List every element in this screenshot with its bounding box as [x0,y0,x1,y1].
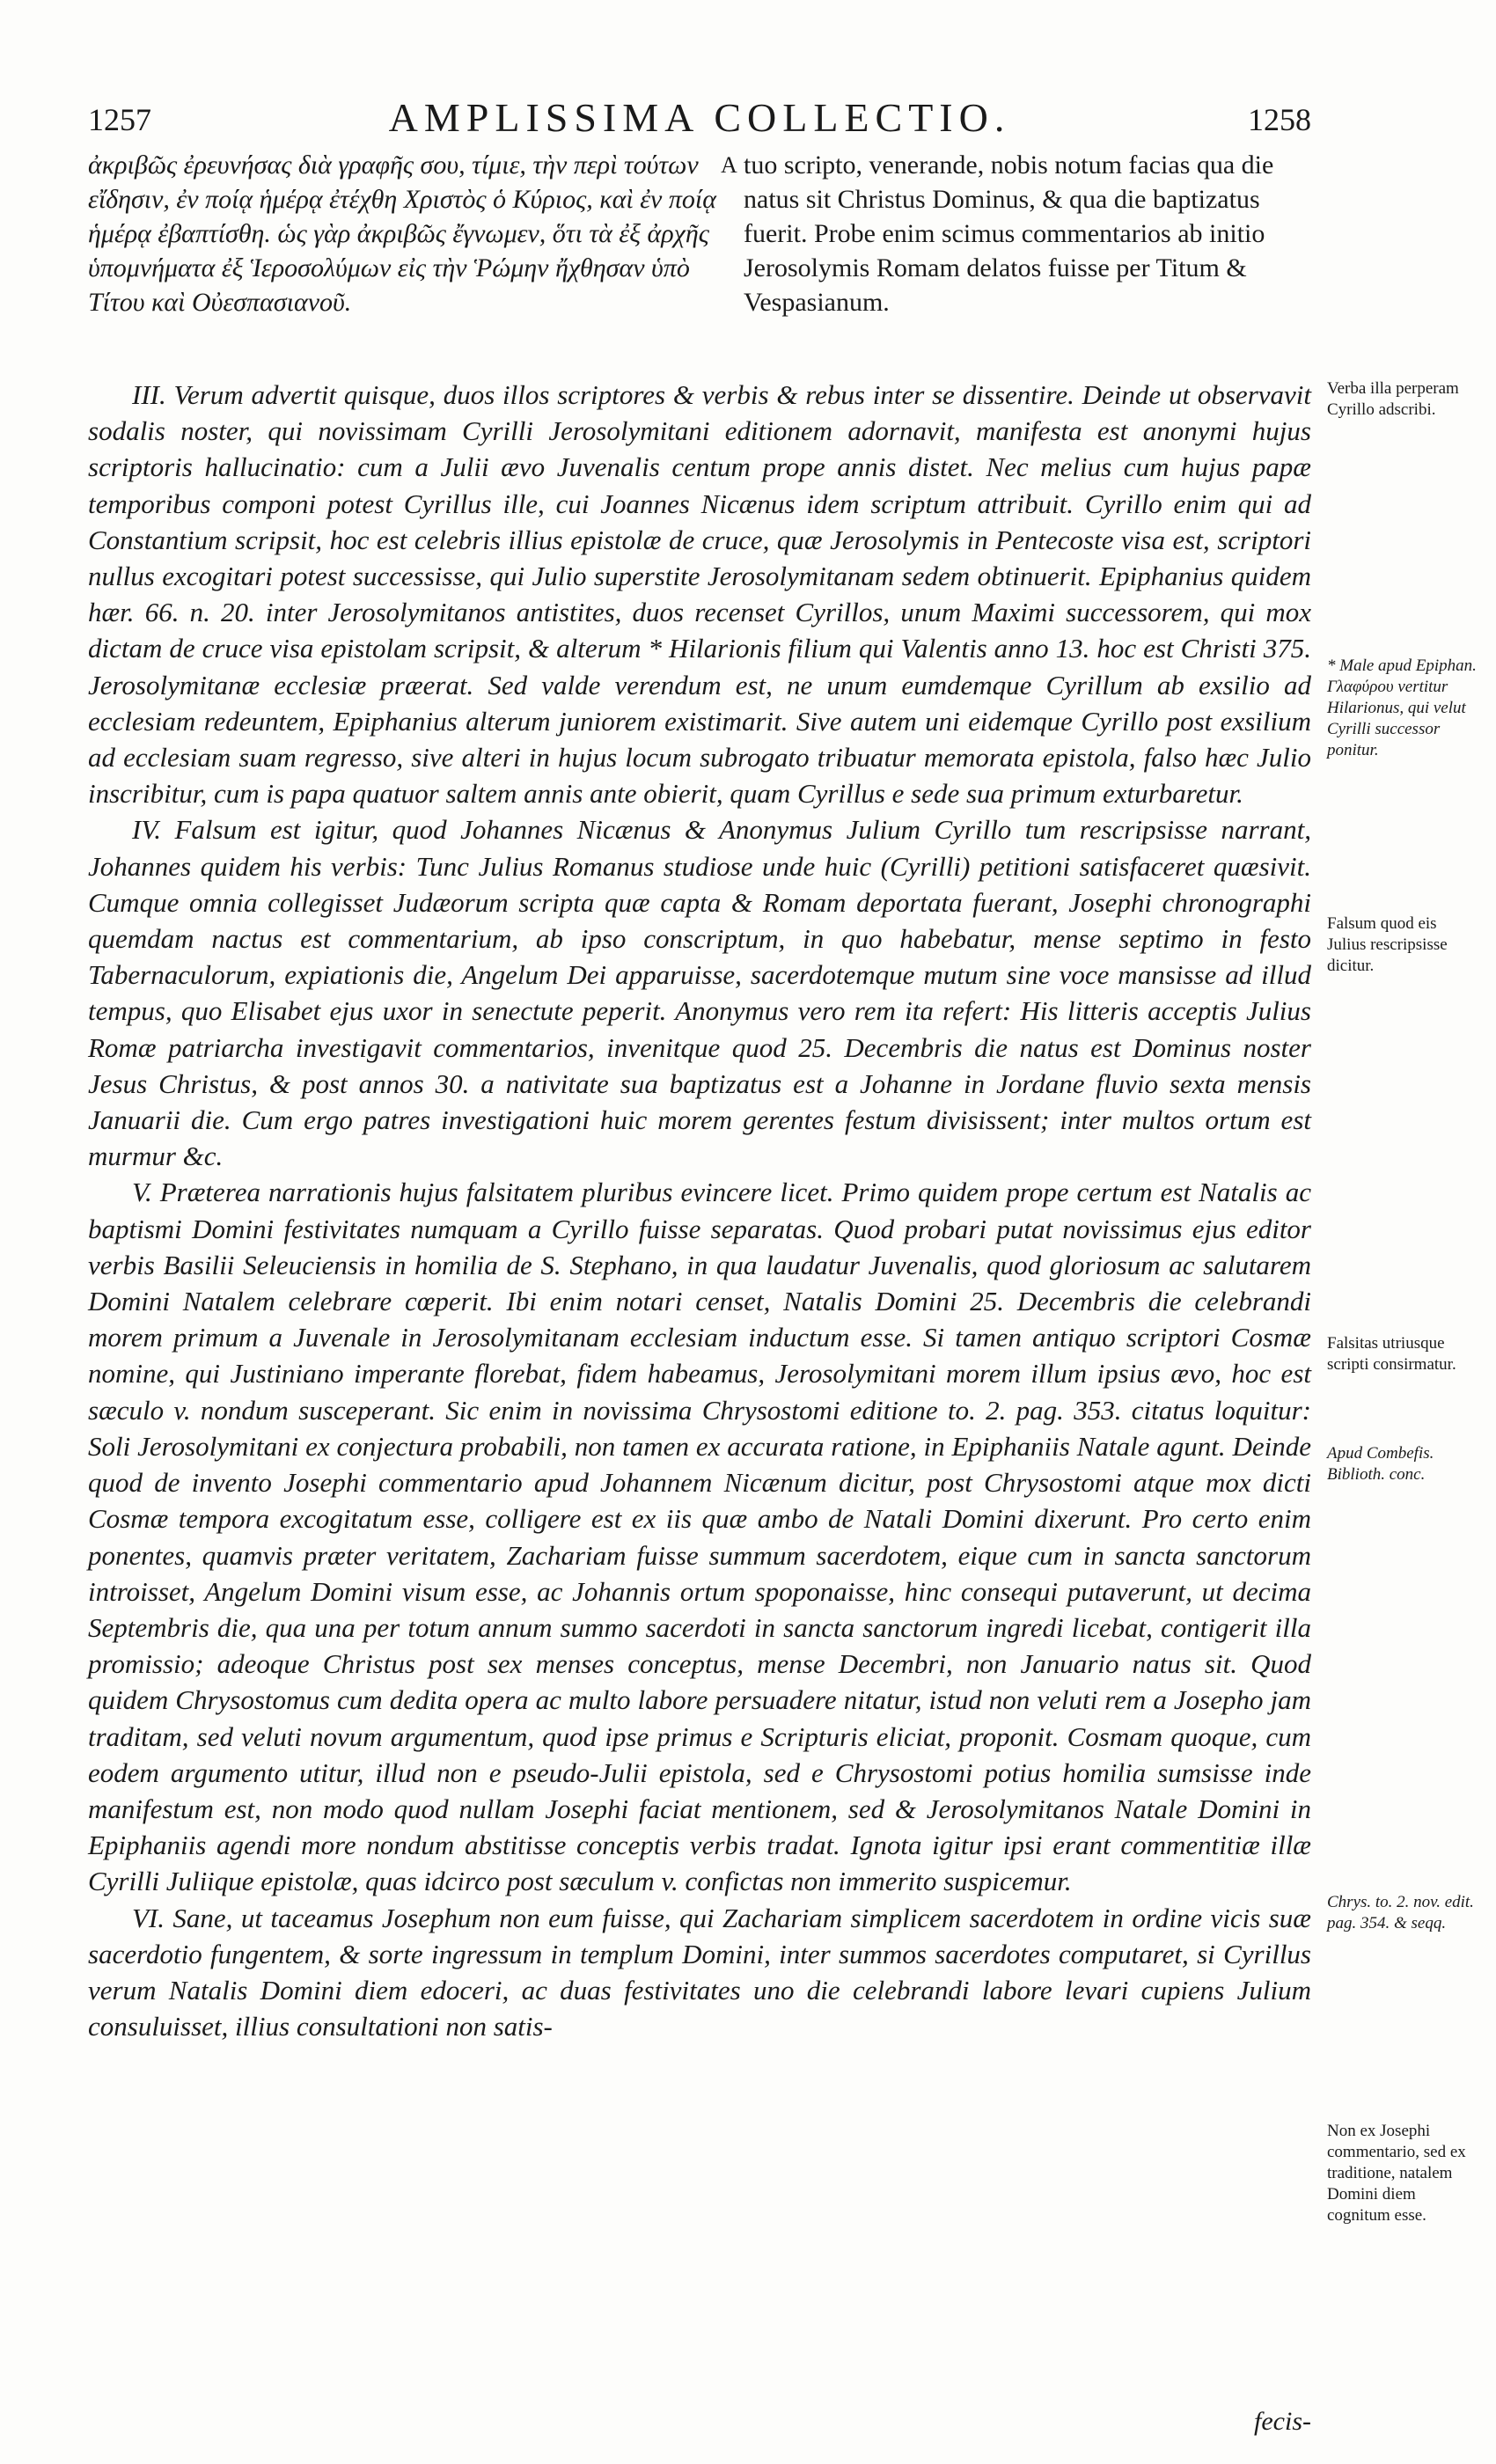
column-marker: A [721,152,737,178]
latin-column [721,148,1311,319]
page-number-right: 1258 [1248,102,1311,137]
margin-note-3: Falsum quod eis Julius rescripsisse dicitur. [1327,914,1448,975]
running-header [88,92,1311,145]
paragraph-iv: IV. Falsum est igitur, quod Johannes Nicænus & Anonymus Julium Cyrillo tum rescripsisse narrant, Johannes quidem his verbis: Tunc Julius Romanus studiose unde huic (Cyrilli) petitioni satisfaceret quæsivit. Cumque omnia collegisset Judæorum scripta quæ capta & Romam deportata fuerant, Josephi chronographi quemdam nactus est commentarium, ab ipso conscriptum, in quo habebatur, mense septimo in festo Tabernaculorum, expiationis die, Angelum Dei apparuisse, sacerdotemque mutum sine voce mansisse ad illud tempus, quo Elisabet ejus uxor in senectute peperit. Anonymus vero rem ita refert: His litteris acceptis Julius Romæ patriarcha investigavit commentarios, invenitque quod 25. Decembris die natus est Dominus noster Jesus Christus, & post annos 30. a nativitate sua baptizatus est a Johanne in Jordane fluvio sexta mensis Januarii die. Cum ergo patres investigationi huic morem gerentes festum divisissent; inter multos ortum est murmur &c. [88,814,1311,1172]
paragraph-iii: III. Verum advertit quisque, duos illos scriptores & verbis & rebus inter se dissentire. Deinde ut observavit sodalis noster, qui novissimam Cyrilli Jerosolymitani editionem adornavit, manifesta est anonymi hujus scriptoris hallucinatio: cum a Julii ævo Juvenalis centum prope annis distet. Nec melius cum hujus papæ temporibus componi potest Cyrillus ille, cui Joannes Nicænus idem scriptum attribuit. Cyrillo enim qui ad Constantium scripsit, hoc est celebris illius epistolæ de cruce, quæ Jerosolymis in Pentecoste visa est, scriptori nullus excogitari potest successisse, qui Julio superstite Jerosolymitanam sedem obtinuerit. Epiphanius quidem hær. 66. n. 20. inter Jerosolymitanos antistites, duos recenset Cyrillos, unum Maximi successorem, qui mox dictam de cruce visa epistolam scripsit, & alterum * Hilarionis filium qui Valentis anno 13. hoc est Christi 375. Jerosolymitanæ ecclesiæ præerat. Sed valde verendum est, ne unum eumdemque Cyrillum ab exsilio ad ecclesiam redeuntem, Epiphanius alterum juniorem existimarit. Sive autem uni eidemque Cyrillo post exsilium ad ecclesiam suam regresso, sive alteri in hujus locum subrogato tribuatur memorata epistola, falso hæc Julio inscribitur, cum is papa quatuor saltem annis ante obierit, quam Cyrillus e sede sua primum exturbaretur. [88,379,1311,810]
page-number-left: 1257 [88,102,151,137]
margin-note-5: Apud Combefis. Biblioth. conc. [1327,1444,1434,1484]
margin-note-6: Chrys. to. 2. nov. edit. pag. 354. & seqq. [1327,1893,1474,1932]
paragraph-v: V. Præterea narrationis hujus falsitatem pluribus evincere licet. Primo quidem prope certum est Natalis ac baptismi Domini festivitates numquam a Cyrillo fuisse separatas. Quod probari putat novissimus ejus editor verbis Basilii Seleuciensis in homilia de S. Stephano, in qua laudatur Juvenalis, quod gloriosum ac salutarem Domini Natalem celebrare cœperit. Ibi enim notari censet, Natalis Domini 25. Decembris die celebrandi morem primum a Juvenale in Jerosolymitanam ecclesiam inductum esse. Si tamen antiquo scriptori Cosmæ nomine, qui Justiniano imperante florebat, fidem habeamus, Jerosolymitani morem illum ipsius ævo, hoc est sæculo v. nondum susceperant. Sic enim in novissima Chrysostomi editione to. 2. pag. 353. citatus loquitur: Soli Jerosolymitani ex conjectura probabili, non tamen ex accurata ratione, in Epiphaniis Natale agunt. Deinde quod de invento Josephi commentario apud Johannem Nicænum dicitur, post Chrysostomi atque mox dicti Cosmæ tempora excogitatum esse, colligere est ex iis quæ ambo de Natali Domini dixerunt. Pro certo enim ponentes, quamvis præter veritatem, Zachariam fuisse summum sacerdotem, eique cum in sancta sanctorum introisset, Angelum Domini visum esse, ac Johannis ortum spoponaisse, hinc consequi putaverunt, ut decima Septembris die, qua una per totum annum summo sacerdoti in sancta sanctorum ingredi licebat, contigerit illa promissio; adeoque Christus post sex menses conceptus, mense Decembri, non Januario natus sit. Quod quidem Chrysostomus cum dedita opera ac multo labore persuadere nitatur, istud non veluti rem a Josepho jam traditam, sed veluti novum argumentum, quod ipse primus e Scripturis eliciat, proponit. Cosmam quoque, cum eodem argumento utitur, illud non e pseudo-Julii epistola, sed e Chrysostomi potius homilia sumsisse inde manifestum est, non modo quod nullam Josephi faciat mentionem, sed & Jerosolymitanos Natale Domini in Epiphaniis agendi more nondum abstitisse conceptis verbis tradat. Ignota igitur ipsi erant commentitiæ illæ Cyrilli Juliique epistolæ, quas idcirco post sæculum v. confictas non immerito suspicemur. [88,1177,1311,1897]
greek-column: ἀκριβῶς ἐρευνήσας διὰ γραφῆς σου, τίμιε, τὴν περὶ τούτων εἴδησιν, ἐν ποίᾳ ἡμέρᾳ ἐτέχθη Χριστὸς ὁ Κύριος, καὶ ἐν ποίᾳ ἡμέρᾳ ἐβαπτίσθη. ὡς γὰρ ἀκριβῶς ἔγνωμεν, ὅτι τὰ ἐξ ἀρχῆς ὑπομνήματα ἐξ Ἱεροσολύμων εἰς τὴν Ῥώμην ἤχθησαν ὑπὸ Τίτου καὶ Οὐεσπασιανοῦ. [88,150,716,317]
margin-note-1: Verba illa perperam Cyrillo adscribi. [1327,379,1459,419]
main-body [88,377,1311,2044]
running-title: AMPLISSIMA COLLECTIO. [388,95,1011,140]
margin-note-2: * Male apud Epiphan. Γλαφύρου vertitur Hilarionus, qui velut Cyrilli successor ponitur. [1327,656,1477,759]
margin-note-7: Non ex Josephi commentario, sed ex traditione, natalem Domini diem cognitum esse. [1327,2122,1466,2225]
catchword: fecis- [1254,2407,1311,2436]
latin-translation: tuo scripto, venerande, nobis notum facias qua die natus sit Christus Dominus, & qua die baptizatus fuerit. Probe enim scimus commentarios ab initio Jerosolymis Romam delatos fuisse per Titum & Vespasianum. [744,150,1274,317]
paragraph-vi: VI. Sane, ut taceamus Josephum non eum fuisse, qui Zachariam simplicem sacerdotem in ordine vicis suæ sacerdotio fungentem, & sorte ingressum in templum Domini, inter summos sacerdotes computaret, si Cyrillus verum Natalis Domini diem edoceri, ac duas festivitates uno die celebrandi labore levari cupiens Julium consuluisset, illius consultationi non satis- [88,1902,1311,2042]
margin-note-4: Falsitas utriusque scripti consirmatur. [1327,1334,1456,1374]
